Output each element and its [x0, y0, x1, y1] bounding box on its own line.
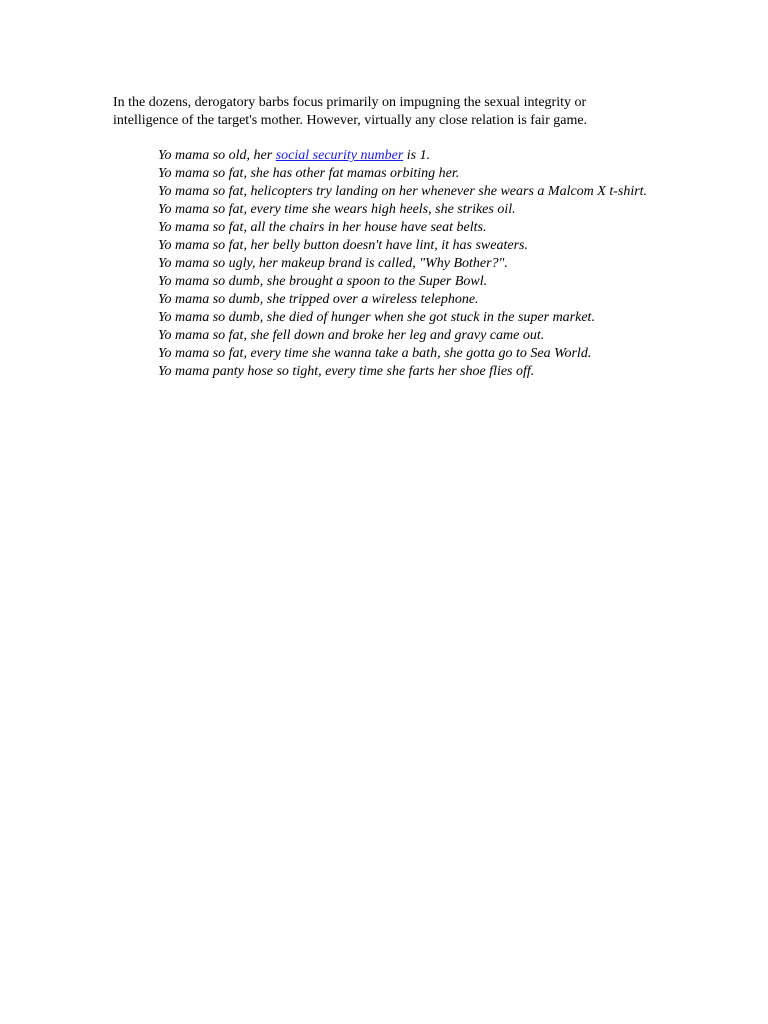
joke-item: Yo mama so dumb, she brought a spoon to the Super Bowl.	[158, 274, 488, 289]
joke-item: Yo mama so fat, she fell down and broke her leg and gravy came out.	[158, 328, 545, 343]
intro-line-2: intelligence of the target's mother. However, virtually any close relation is fair game.	[113, 113, 588, 128]
joke-item: Yo mama so fat, she has other fat mamas orbiting her.	[158, 166, 460, 181]
joke-item: Yo mama so ugly, her makeup brand is called, "Why Bother?".	[158, 256, 508, 271]
joke-item: Yo mama so fat, every time she wears high heels, she strikes oil.	[158, 202, 516, 217]
joke-text-before-link: Yo mama so old, her	[158, 148, 276, 163]
joke-item: Yo mama so fat, all the chairs in her house have seat belts.	[158, 220, 487, 235]
joke-item: Yo mama so dumb, she died of hunger when she got stuck in the super market.	[158, 310, 595, 325]
joke-item: Yo mama so fat, helicopters try landing on her whenever she wears a Malcom X t-shirt.	[158, 184, 648, 199]
jokes-list	[158, 147, 658, 381]
joke-item	[158, 147, 658, 165]
joke-item: Yo mama panty hose so tight, every time she farts her shoe flies off.	[158, 364, 535, 379]
intro-line-1: In the dozens, derogatory barbs focus primarily on impugning the sexual integrity or	[113, 95, 587, 110]
intro-paragraph	[113, 94, 653, 130]
joke-text-after-link: is 1.	[403, 148, 431, 163]
joke-item: Yo mama so fat, every time she wanna take a bath, she gotta go to Sea World.	[158, 346, 592, 361]
joke-item: Yo mama so fat, her belly button doesn't have lint, it has sweaters.	[158, 238, 528, 253]
joke-item: Yo mama so dumb, she tripped over a wireless telephone.	[158, 292, 479, 307]
social-security-number-link[interactable]: social security number	[275, 148, 404, 163]
